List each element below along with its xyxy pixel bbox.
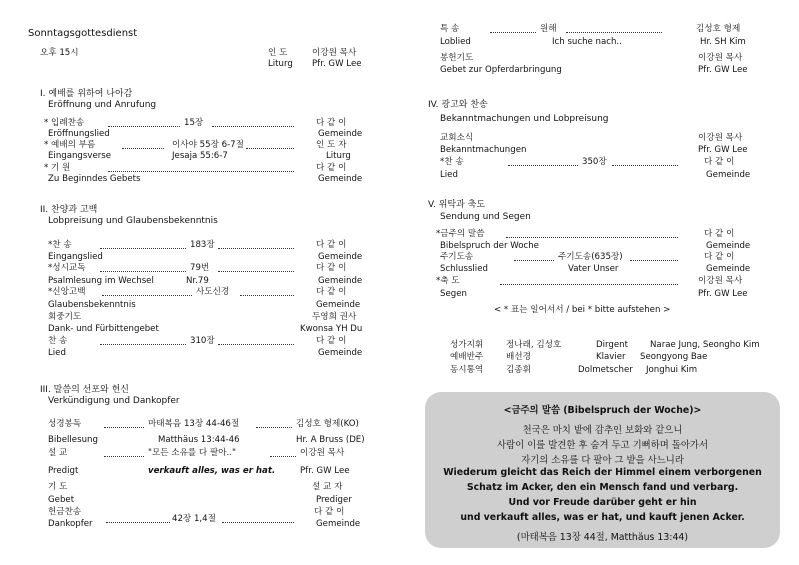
item-detail: 79번	[190, 263, 210, 273]
item-label-de: Bibelspruch der Woche	[440, 241, 539, 251]
item-detail-de: Vater Unser	[568, 264, 619, 274]
offering-label-de: Dankopfer	[48, 519, 93, 529]
hymn-who-de: Gemeinde	[318, 348, 363, 358]
verse-line-ko: 자기의 소유를 다 팔아 그 밭을 사느니라	[521, 455, 684, 466]
item-label-de: Predigt	[48, 466, 79, 476]
offprayer-label-ko: 봉헌기도	[440, 53, 474, 63]
item-label-de: Psalmlesung im Wechsel	[48, 276, 154, 286]
staff-name-ko: 김종휘	[506, 365, 531, 375]
item-label-ko: *찬 송	[48, 240, 72, 250]
hymn-label-ko: 찬 송	[48, 336, 68, 346]
section-heading: V. 위탁과 축도	[428, 200, 486, 210]
song-who: 다 같 이	[704, 157, 735, 167]
staff-role-de: Dirgent	[596, 340, 628, 350]
section-heading: III. 말씀의 선포와 헌신	[40, 385, 129, 395]
staff-name-de: Narae Jung, Seongho Kim	[650, 340, 760, 350]
item-label-de: Eingangslied	[48, 252, 103, 262]
item-who: 다 같 이	[316, 118, 347, 128]
special-label-ko: 특 송	[440, 24, 460, 34]
verse-line-ko: 천국은 마치 밭에 감추인 보화와 같으니	[522, 425, 683, 436]
item-label-de: Eröffnungslied	[48, 129, 110, 139]
weekly-verse-box	[425, 392, 780, 548]
item-label-ko: * 입례찬송	[44, 118, 85, 128]
item-detail: 이사야 55장 6-7절	[172, 140, 244, 150]
special-who-de: Hr. SH Kim	[700, 37, 746, 47]
song-who-de: Gemeinde	[706, 170, 751, 180]
item-who: 다 같 이	[704, 252, 735, 262]
standing-note: < * 표는 일어서서 / bei * bitte aufstehen >	[494, 305, 671, 315]
item-label-de: Eingangsverse	[48, 151, 112, 161]
special-label-de: Loblied	[440, 37, 471, 47]
item-label-ko: * 예배의 부름	[44, 140, 96, 150]
item-detail-de: Matthäus 13:44-46	[158, 435, 240, 445]
item-who: 다 같 이	[316, 263, 347, 273]
news-who-ko: 이강원 목사	[698, 133, 743, 143]
section-subheading: Lobpreisung und Glaubensbekenntnis	[48, 216, 218, 226]
item-who: 김성호 형제(KO)	[296, 419, 359, 429]
offering-who-de: Gemeinde	[316, 519, 361, 529]
item-label-de: Zu Beginndes Gebets	[48, 174, 141, 184]
item-label-ko: * 기 원	[44, 163, 71, 173]
verse-line-de: und verkauft alles, was er hat, und kauft jenen Acker.	[460, 512, 745, 523]
section-subheading: Eröffnung und Anrufung	[48, 100, 157, 110]
item-label-ko: 성경봉독	[48, 419, 82, 429]
item-who-de: Gemeinde	[318, 174, 363, 184]
verse-line-ko: 사람이 이를 발견한 후 숨겨 두고 기뻐하며 돌아가서	[496, 440, 709, 451]
item-label-de: Schlusslied	[440, 264, 488, 274]
section-subheading: Sendung und Segen	[440, 212, 531, 222]
item-label-ko: *금주의 말씀	[436, 229, 485, 239]
special-title-ko: 원해	[540, 24, 557, 34]
item-label-de: Segen	[440, 289, 467, 299]
item-who: 인 도 자	[316, 140, 347, 150]
item-label-de: Glaubensbekenntnis	[48, 300, 136, 310]
item-label-de: Bibellesung	[48, 435, 98, 445]
staff-role-ko: 동시통역	[450, 365, 484, 375]
item-who: 다 같 이	[316, 163, 347, 173]
item-who-de: Gemeinde	[706, 241, 751, 251]
staff-role-de: Dolmetscher	[578, 365, 633, 375]
hymn-number: 310장	[190, 336, 215, 346]
section-subheading: Bekanntmachungen und Lobpreisung	[440, 114, 609, 124]
item-detail-de: Jesaja 55:6-7	[172, 151, 228, 161]
song-number: 350장	[582, 157, 607, 167]
prayer-label-de: Dank- und Fürbittengebet	[48, 324, 159, 334]
item-detail: 주기도송(635장)	[558, 252, 623, 262]
offering-label-ko: 헌금찬송	[48, 507, 82, 517]
item-label-ko: 기 도	[48, 482, 68, 492]
item-who: 다 같 이	[316, 240, 347, 250]
item-who-de: Gemeinde	[316, 300, 361, 310]
item-who-de: Gemeinde	[318, 276, 363, 286]
special-who-ko: 김성호 형제	[696, 24, 741, 34]
staff-name-ko: 정나래, 김성호	[506, 340, 562, 350]
item-label-ko: *성시교독	[48, 263, 86, 273]
service-time: 오후 15시	[40, 48, 79, 58]
staff-role-de: Klavier	[596, 352, 626, 362]
item-detail: 15장	[184, 118, 204, 128]
song-label-de: Lied	[440, 170, 458, 180]
special-title-de: Ich suche nach..	[552, 37, 622, 47]
item-who-de: Pfr. GW Lee	[698, 289, 748, 299]
item-who: 다 같 이	[316, 287, 347, 297]
offering-who: 다 같 이	[314, 507, 345, 517]
prayer-name-de: Kwonsa YH Du	[300, 324, 363, 334]
item-who: 이강원 목사	[698, 276, 743, 286]
staff-name-de: Seongyong Bae	[640, 352, 708, 362]
item-label-ko: *신앙고백	[48, 287, 86, 297]
pastor-name-de: Pfr. GW Lee	[312, 59, 362, 69]
item-who-de: Prediger	[316, 495, 352, 505]
leader-label-ko: 인 도	[268, 48, 288, 58]
item-who-de: Gemeinde	[706, 264, 751, 274]
item-who: 다 같 이	[704, 229, 735, 239]
item-detail: 마태복음 13장 44-46절	[148, 419, 240, 429]
hymn-label-de: Lied	[48, 348, 66, 358]
section-subheading: Verkündigung und Dankopfer	[48, 396, 180, 406]
section-heading: I. 예배를 위하여 나아감	[40, 89, 133, 99]
item-label-ko: 설 교	[48, 448, 68, 458]
staff-name-ko: 배선경	[506, 352, 531, 362]
item-who: 설 교 자	[312, 482, 343, 492]
item-who-de: Gemeinde	[318, 252, 363, 262]
offprayer-who-ko: 이강원 목사	[698, 53, 743, 63]
prayer-name-ko: 두영희 권사	[312, 312, 357, 322]
news-label-ko: 교회소식	[440, 133, 474, 143]
verse-line-de: Schatz im Acker, den ein Mensch fand und verbarg.	[466, 482, 739, 493]
item-label-de: Gebet	[48, 495, 75, 505]
item-who-de: Pfr. GW Lee	[300, 466, 350, 476]
verse-line-de: Und vor Freude darüber geht er hin	[508, 497, 697, 508]
item-detail-de: Nr.79	[186, 276, 209, 286]
staff-role-ko: 예배반주	[450, 352, 484, 362]
page-title: Sonntagsgottesdienst	[28, 28, 138, 39]
pastor-name-ko: 이강원 목사	[312, 48, 357, 58]
news-who-de: Pfr. GW Lee	[698, 145, 748, 155]
verse-reference: (마태복음 13장 44절, Matthäus 13:44)	[516, 532, 689, 543]
leader-label-de: Liturg	[268, 59, 293, 69]
section-heading: II. 찬양과 고백	[40, 205, 98, 215]
offering-hymn: 42장 1,4절	[172, 514, 216, 524]
hymn-who: 다 같 이	[316, 336, 347, 346]
prayer-label-ko: 회중기도	[48, 312, 82, 322]
item-detail: 183장	[190, 240, 215, 250]
item-label-ko: 주기도송	[440, 252, 474, 262]
news-label-de: Bekanntmachungen	[440, 145, 527, 155]
offprayer-who-de: Pfr. GW Lee	[698, 65, 748, 75]
staff-name-de: Jonghui Kim	[646, 365, 698, 375]
item-who-de: Gemeinde	[318, 129, 363, 139]
item-label-ko: *축 도	[436, 276, 460, 286]
item-detail: "모든 소유를 다 팔아.."	[148, 448, 236, 458]
section-heading: IV. 광고와 찬송	[428, 100, 488, 110]
item-who: 이강원 목사	[300, 448, 345, 458]
verse-line-de: Wiederum gleicht das Reich der Himmel einem verborgenen	[443, 467, 762, 478]
offprayer-label-de: Gebet zur Opferdarbringung	[440, 65, 562, 75]
item-who-de: Liturg	[326, 151, 351, 161]
item-who-de: Hr. A Bruss (DE)	[296, 435, 365, 445]
item-detail: 사도신경	[196, 287, 230, 297]
item-detail-de: verkauft alles, was er hat.	[148, 466, 276, 476]
song-label-ko: *찬 송	[440, 157, 464, 167]
staff-role-ko: 성가지휘	[450, 340, 484, 350]
verse-heading: <금주의 말씀 (Bibelspruch der Woche)>	[503, 405, 702, 416]
